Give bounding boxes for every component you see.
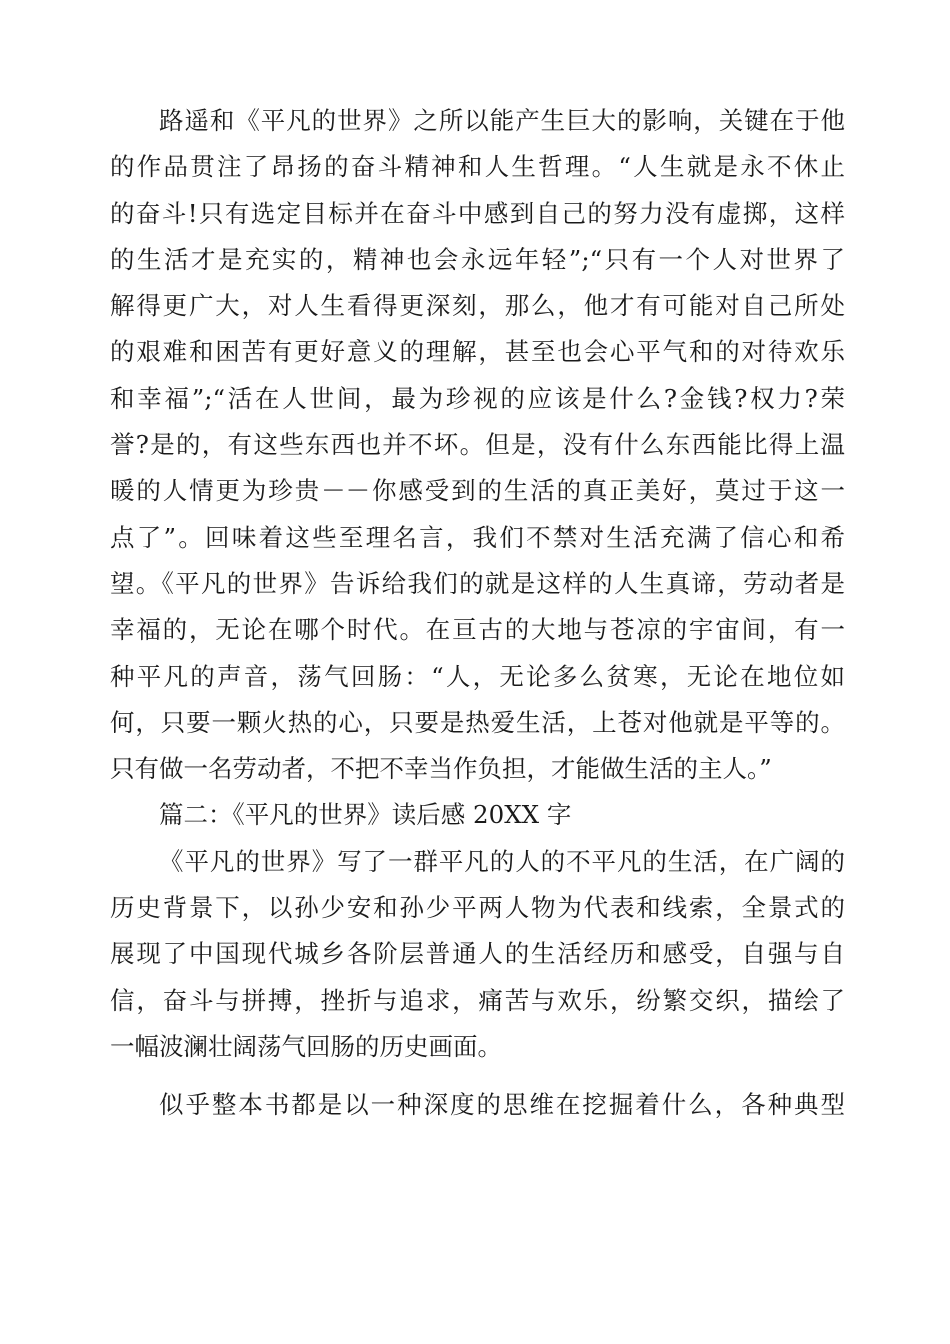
text-line: 路遥和《平凡的世界》之所以能产生巨大的影响，关键在于他: [159, 106, 845, 135]
text-line: 只有做一名劳动者，不把不幸当作负担，才能做生活的主人。”: [110, 754, 772, 784]
text-line: 信，奋斗与拼搏，挫折与追求，痛苦与欢乐，纷繁交织，描绘了: [110, 985, 845, 1015]
text-line: 幸福的，无论在哪个时代。在亘古的大地与苍凉的宇宙间，有一: [110, 615, 845, 645]
text-line: 暖的人情更为珍贵－－你感受到的生活的真正美好，莫过于这一: [110, 476, 845, 506]
text-line: 似乎整本书都是以一种深度的思维在挖掘着什么，各种典型: [159, 1090, 845, 1120]
text-line: 一幅波澜壮阔荡气回肠的历史画面。: [110, 1031, 502, 1061]
text-line: 和幸福”;“活在人世间，最为珍视的应该是什么?金钱?权力?荣: [110, 383, 845, 413]
text-line: 种平凡的声音，荡气回肠：“人，无论多么贫寒，无论在地位如: [110, 661, 845, 691]
text-line: 的奋斗!只有选定目标并在奋斗中感到自己的努力没有虚掷，这样: [110, 198, 845, 228]
text-line: 历史背景下，以孙少安和孙少平两人物为代表和线索，全景式的: [110, 893, 845, 923]
text-line: 点了”。回味着这些至理名言，我们不禁对生活充满了信心和希: [110, 522, 845, 552]
text-line: 的艰难和困苦有更好意义的理解，甚至也会心平气和的对待欢乐: [110, 337, 845, 367]
section-heading: 篇二：《平凡的世界》读后感 20XX 字: [159, 800, 572, 830]
text-line: 的作品贯注了昂扬的奋斗精神和人生哲理。“人生就是永不休止: [110, 152, 845, 182]
body-text: [110, 98, 845, 1129]
text-line: 《平凡的世界》写了一群平凡的人的不平凡的生活，在广阔的: [159, 846, 845, 876]
text-line: 何，只要一颗火热的心，只要是热爱生活，上苍对他就是平等的。: [110, 707, 845, 737]
text-line: 望。《平凡的世界》告诉给我们的就是这样的人生真谛，劳动者是: [110, 568, 845, 598]
text-line: 展现了中国现代城乡各阶层普通人的生活经历和感受，自强与自: [110, 939, 845, 969]
text-line: 的生活才是充实的，精神也会永远年轻”;“只有一个人对世界了: [110, 244, 845, 274]
text-line: 解得更广大，对人生看得更深刻，那么，他才有可能对自己所处: [110, 291, 845, 321]
text-line: 誉?是的，有这些东西也并不坏。但是，没有什么东西能比得上温: [110, 430, 845, 460]
